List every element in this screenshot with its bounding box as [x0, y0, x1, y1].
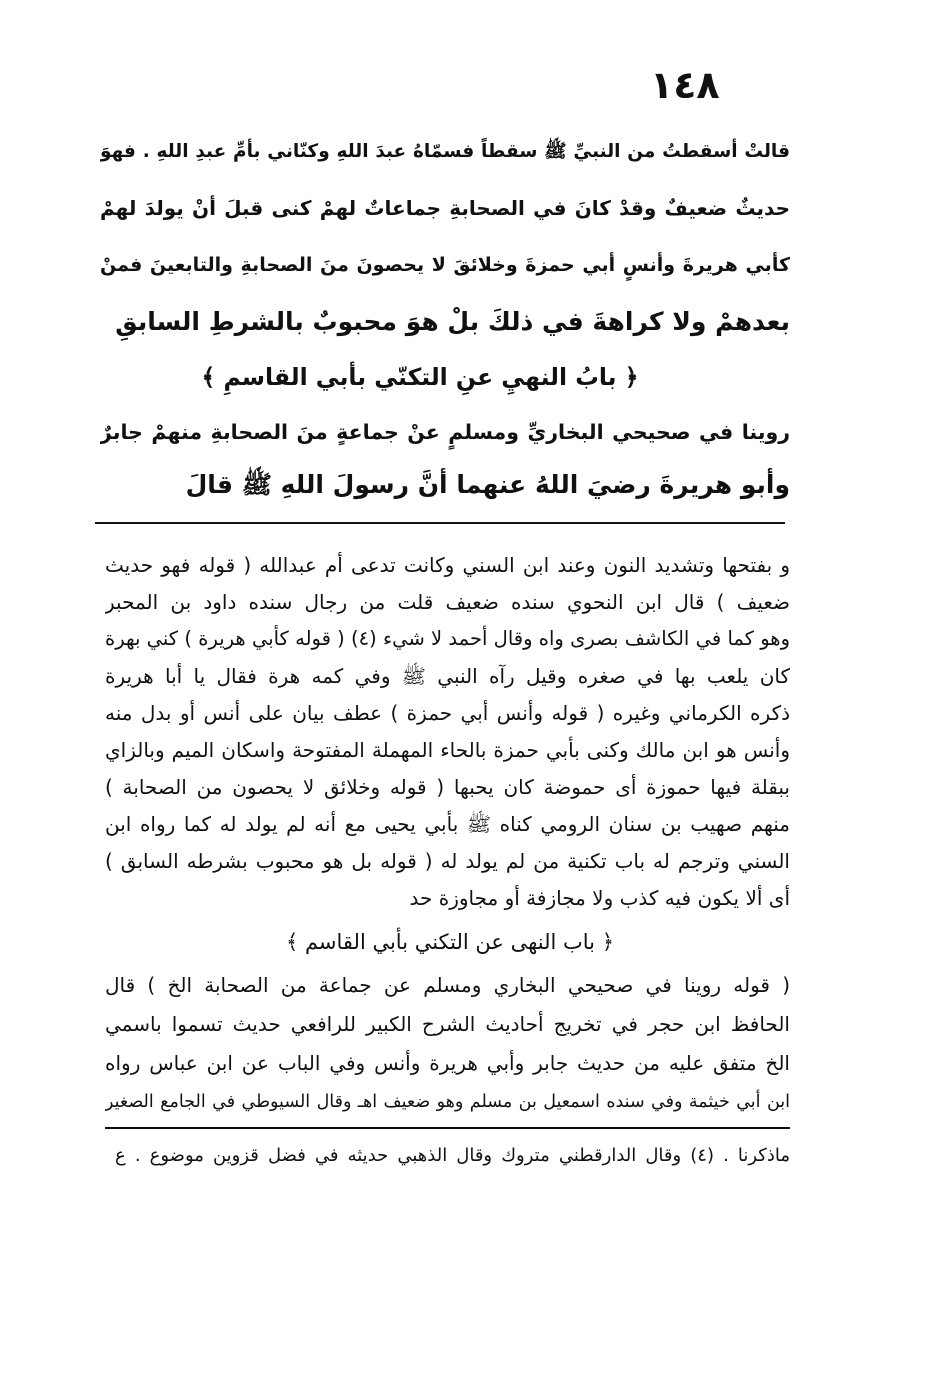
- commentary-line: ذكره الكرماني وغيره ( قوله وأنس أبي حمزة ) عطف بيان على أنس أو بدل منه: [105, 701, 790, 725]
- footnote-line: ماذكرنا . (٤) وقال الدارقطني متروك وقال الذهبي حديثه في فضل قزوين موضوع . ع: [115, 1145, 790, 1166]
- commentary-line: ببقلة فيها حموزة أى حموضة كان يحبها ( قوله وخلائق لا يحصون من الصحابة ): [105, 775, 790, 799]
- commentary-line: الخ متفق عليه من حديث جابر وأبي هريرة وأنس وفي الباب عن ابن عباس رواه: [105, 1051, 790, 1075]
- chapter-heading: ﴿ بابُ النهيِ عنِ التكنّي بأبي القاسمِ ﴾: [201, 363, 639, 391]
- main-text-line: حديثٌ ضعيفٌ وقدْ كانَ في الصحابةِ جماعاتٌ لهمْ كنى قبلَ أنْ يولدَ لهمْ: [100, 196, 790, 220]
- commentary-line: الحافظ ابن حجر في تخريج أحاديث الشرح الكبير للرافعي حديث تسموا باسمي: [105, 1012, 790, 1036]
- main-text-line: بعدهمْ ولا كراهةَ في ذلكَ بلْ هوَ محبوبٌ بالشرطِ السابقِ: [115, 307, 790, 336]
- commentary-line: منهم صهيب بن سنان الرومي كناه ﷺ بأبي يحيى مع أنه لم يولد له كما رواه ابن: [105, 812, 790, 836]
- commentary-line: وهو كما في الكاشف بصرى واه وقال أحمد لا شيء (٤) ( قوله كأبي هريرة ) كني بهرة: [105, 627, 790, 650]
- commentary-line: كان يلعب بها في صغره وقيل رآه النبي ﷺ وفي كمه هرة فقال يا أبا هريرة: [105, 664, 790, 688]
- main-text-line: وأبو هريرةَ رضيَ اللهُ عنهما أنَّ رسولَ اللهِ ﷺ قالَ: [185, 470, 790, 499]
- commentary-heading: ﴿ باب النهى عن التكني بأبي القاسم ﴾: [285, 930, 615, 954]
- commentary-line: و بفتحها وتشديد النون وعند ابن السني وكانت تدعى أم عبدالله ( قوله فهو حديث: [105, 553, 790, 577]
- section-divider: [95, 522, 785, 524]
- commentary-line: ( قوله روينا في صحيحي البخاري ومسلم عن جماعة من الصحابة الخ ) قال: [105, 973, 790, 997]
- page-number: ١٤٨: [650, 63, 720, 107]
- commentary-line: أى ألا يكون فيه كذب ولا مجازفة أو مجاوزة حد: [409, 886, 790, 910]
- main-text-line: كأبي هريرةَ وأنسٍ أبي حمزةَ وخلائقَ لا يحصونَ منَ الصحابةِ والتابعينَ فمنْ: [100, 254, 790, 276]
- commentary-line: ضعيف ) قال ابن النحوي سنده ضعيف قلت من رجال سنده داود بن المحبر: [105, 590, 790, 614]
- commentary-line: وأنس هو ابن مالك وكنى بأبي حمزة بالحاء المهملة المفتوحة واسكان الميم وبالزاي: [105, 738, 790, 762]
- commentary-line: ابن أبي خيثمة وفي سنده اسمعيل بن مسلم وهو ضعيف اهـ وقال السيوطي في الجامع الصغير: [105, 1092, 790, 1112]
- main-text-line: روينا في صحيحي البخاريِّ ومسلمٍ عنْ جماعةٍ منَ الصحابةِ منهمْ جابرٌ: [100, 420, 790, 444]
- main-text-line: قالتْ أسقطتُ من النبيِّ ﷺ سقطاً فسمّاهُ عبدَ اللهِ وكنّاني بأمِّ عبدِ اللهِ . فهوَ: [100, 141, 790, 162]
- commentary-line: السني وترجم له باب تكنية من لم يولد له ( قوله بل هو محبوب بشرطه السابق ): [105, 849, 790, 873]
- footnote-divider: [105, 1127, 790, 1129]
